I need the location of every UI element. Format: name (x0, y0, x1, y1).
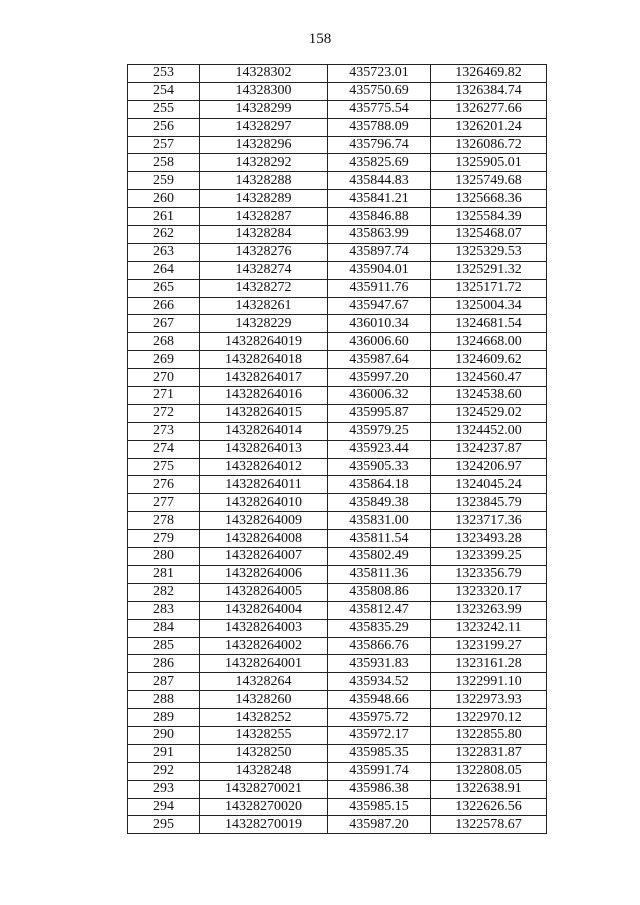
row-index-cell: 267 (128, 315, 200, 333)
y-coordinate-cell: 1323717.36 (431, 512, 547, 530)
y-coordinate-cell: 1326469.82 (431, 65, 547, 83)
row-index-cell: 279 (128, 530, 200, 548)
point-id-cell: 14328299 (200, 100, 328, 118)
point-id-cell: 14328270019 (200, 816, 328, 834)
x-coordinate-cell: 435987.64 (328, 351, 431, 369)
row-index-cell: 281 (128, 565, 200, 583)
row-index-cell: 290 (128, 726, 200, 744)
table-row (128, 762, 547, 780)
table-row (128, 351, 547, 369)
row-index-cell: 272 (128, 404, 200, 422)
point-id-cell: 14328248 (200, 762, 328, 780)
y-coordinate-cell: 1324206.97 (431, 458, 547, 476)
point-id-cell: 14328264006 (200, 565, 328, 583)
row-index-cell: 255 (128, 100, 200, 118)
x-coordinate-cell: 435796.74 (328, 136, 431, 154)
x-coordinate-cell: 435905.33 (328, 458, 431, 476)
point-id-cell: 14328300 (200, 82, 328, 100)
x-coordinate-cell: 435835.29 (328, 619, 431, 637)
point-id-cell: 14328260 (200, 691, 328, 709)
y-coordinate-cell: 1324668.00 (431, 333, 547, 351)
y-coordinate-cell: 1323356.79 (431, 565, 547, 583)
point-id-cell: 14328288 (200, 172, 328, 190)
row-index-cell: 291 (128, 744, 200, 762)
y-coordinate-cell: 1325468.07 (431, 226, 547, 244)
table-row (128, 369, 547, 387)
x-coordinate-cell: 436006.60 (328, 333, 431, 351)
point-id-cell: 14328284 (200, 226, 328, 244)
x-coordinate-cell: 435812.47 (328, 601, 431, 619)
table-row (128, 565, 547, 583)
x-coordinate-cell: 435846.88 (328, 208, 431, 226)
row-index-cell: 289 (128, 709, 200, 727)
table-row (128, 709, 547, 727)
table-row (128, 601, 547, 619)
x-coordinate-cell: 435985.35 (328, 744, 431, 762)
point-id-cell: 14328264013 (200, 440, 328, 458)
row-index-cell: 293 (128, 780, 200, 798)
table-row (128, 691, 547, 709)
point-id-cell: 14328261 (200, 297, 328, 315)
point-id-cell: 14328264002 (200, 637, 328, 655)
row-index-cell: 286 (128, 655, 200, 673)
table-row (128, 619, 547, 637)
table-row (128, 476, 547, 494)
row-index-cell: 275 (128, 458, 200, 476)
table-row (128, 744, 547, 762)
x-coordinate-cell: 435844.83 (328, 172, 431, 190)
row-index-cell: 274 (128, 440, 200, 458)
row-index-cell: 264 (128, 261, 200, 279)
x-coordinate-cell: 435750.69 (328, 82, 431, 100)
y-coordinate-cell: 1324237.87 (431, 440, 547, 458)
y-coordinate-cell: 1325171.72 (431, 279, 547, 297)
row-index-cell: 295 (128, 816, 200, 834)
y-coordinate-cell: 1324529.02 (431, 404, 547, 422)
y-coordinate-cell: 1325004.34 (431, 297, 547, 315)
x-coordinate-cell: 435975.72 (328, 709, 431, 727)
point-id-cell: 14328264007 (200, 548, 328, 566)
point-id-cell: 14328274 (200, 261, 328, 279)
x-coordinate-cell: 435987.20 (328, 816, 431, 834)
x-coordinate-cell: 436010.34 (328, 315, 431, 333)
point-id-cell: 14328250 (200, 744, 328, 762)
y-coordinate-cell: 1323320.17 (431, 583, 547, 601)
point-id-cell: 14328292 (200, 154, 328, 172)
x-coordinate-cell: 435995.87 (328, 404, 431, 422)
x-coordinate-cell: 435863.99 (328, 226, 431, 244)
row-index-cell: 277 (128, 494, 200, 512)
y-coordinate-cell: 1322973.93 (431, 691, 547, 709)
x-coordinate-cell: 435775.54 (328, 100, 431, 118)
row-index-cell: 258 (128, 154, 200, 172)
y-coordinate-cell: 1325584.39 (431, 208, 547, 226)
y-coordinate-cell: 1326201.24 (431, 118, 547, 136)
x-coordinate-cell: 435866.76 (328, 637, 431, 655)
row-index-cell: 284 (128, 619, 200, 637)
page-number: 158 (308, 31, 332, 47)
row-index-cell: 287 (128, 673, 200, 691)
y-coordinate-cell: 1323161.28 (431, 655, 547, 673)
table-row (128, 655, 547, 673)
point-id-cell: 14328264017 (200, 369, 328, 387)
table-body (128, 65, 547, 834)
x-coordinate-cell: 435948.66 (328, 691, 431, 709)
row-index-cell: 262 (128, 226, 200, 244)
table-row (128, 279, 547, 297)
y-coordinate-cell: 1322808.05 (431, 762, 547, 780)
row-index-cell: 253 (128, 65, 200, 83)
row-index-cell: 263 (128, 243, 200, 261)
row-index-cell: 265 (128, 279, 200, 297)
table-row (128, 154, 547, 172)
x-coordinate-cell: 435931.83 (328, 655, 431, 673)
table-row (128, 404, 547, 422)
table-row (128, 172, 547, 190)
y-coordinate-cell: 1322626.56 (431, 798, 547, 816)
y-coordinate-cell: 1325905.01 (431, 154, 547, 172)
point-id-cell: 14328296 (200, 136, 328, 154)
point-id-cell: 14328270021 (200, 780, 328, 798)
table-row (128, 548, 547, 566)
y-coordinate-cell: 1326086.72 (431, 136, 547, 154)
table-row (128, 726, 547, 744)
x-coordinate-cell: 435849.38 (328, 494, 431, 512)
point-id-cell: 14328264009 (200, 512, 328, 530)
point-id-cell: 14328270020 (200, 798, 328, 816)
point-id-cell: 14328264012 (200, 458, 328, 476)
point-id-cell: 14328264004 (200, 601, 328, 619)
y-coordinate-cell: 1323242.11 (431, 619, 547, 637)
point-id-cell: 14328264010 (200, 494, 328, 512)
x-coordinate-cell: 435831.00 (328, 512, 431, 530)
x-coordinate-cell: 435904.01 (328, 261, 431, 279)
x-coordinate-cell: 435788.09 (328, 118, 431, 136)
table-row (128, 440, 547, 458)
row-index-cell: 266 (128, 297, 200, 315)
point-id-cell: 14328264008 (200, 530, 328, 548)
y-coordinate-cell: 1324681.54 (431, 315, 547, 333)
y-coordinate-cell: 1325291.32 (431, 261, 547, 279)
point-id-cell: 14328302 (200, 65, 328, 83)
point-id-cell: 14328264001 (200, 655, 328, 673)
row-index-cell: 278 (128, 512, 200, 530)
table-row (128, 798, 547, 816)
table-row (128, 333, 547, 351)
point-id-cell: 14328272 (200, 279, 328, 297)
y-coordinate-cell: 1324560.47 (431, 369, 547, 387)
coordinates-table (127, 64, 547, 834)
table-row (128, 458, 547, 476)
row-index-cell: 288 (128, 691, 200, 709)
row-index-cell: 270 (128, 369, 200, 387)
table-row (128, 530, 547, 548)
row-index-cell: 261 (128, 208, 200, 226)
row-index-cell: 268 (128, 333, 200, 351)
row-index-cell: 292 (128, 762, 200, 780)
x-coordinate-cell: 435811.36 (328, 565, 431, 583)
x-coordinate-cell: 435991.74 (328, 762, 431, 780)
table-row (128, 226, 547, 244)
point-id-cell: 14328264016 (200, 387, 328, 405)
y-coordinate-cell: 1326384.74 (431, 82, 547, 100)
point-id-cell: 14328264015 (200, 404, 328, 422)
point-id-cell: 14328252 (200, 709, 328, 727)
point-id-cell: 14328264003 (200, 619, 328, 637)
x-coordinate-cell: 435947.67 (328, 297, 431, 315)
y-coordinate-cell: 1323199.27 (431, 637, 547, 655)
row-index-cell: 254 (128, 82, 200, 100)
point-id-cell: 14328276 (200, 243, 328, 261)
x-coordinate-cell: 435911.76 (328, 279, 431, 297)
row-index-cell: 276 (128, 476, 200, 494)
table-row (128, 118, 547, 136)
row-index-cell: 256 (128, 118, 200, 136)
row-index-cell: 260 (128, 190, 200, 208)
row-index-cell: 259 (128, 172, 200, 190)
point-id-cell: 14328287 (200, 208, 328, 226)
x-coordinate-cell: 435923.44 (328, 440, 431, 458)
point-id-cell: 14328255 (200, 726, 328, 744)
x-coordinate-cell: 435972.17 (328, 726, 431, 744)
y-coordinate-cell: 1324609.62 (431, 351, 547, 369)
table-row (128, 65, 547, 83)
row-index-cell: 280 (128, 548, 200, 566)
y-coordinate-cell: 1323493.28 (431, 530, 547, 548)
table-row (128, 315, 547, 333)
table-row (128, 816, 547, 834)
y-coordinate-cell: 1324452.00 (431, 422, 547, 440)
x-coordinate-cell: 435808.86 (328, 583, 431, 601)
point-id-cell: 14328264018 (200, 351, 328, 369)
point-id-cell: 14328264014 (200, 422, 328, 440)
point-id-cell: 14328229 (200, 315, 328, 333)
x-coordinate-cell: 435802.49 (328, 548, 431, 566)
y-coordinate-cell: 1323845.79 (431, 494, 547, 512)
x-coordinate-cell: 435997.20 (328, 369, 431, 387)
y-coordinate-cell: 1325329.53 (431, 243, 547, 261)
table-row (128, 82, 547, 100)
x-coordinate-cell: 435985.15 (328, 798, 431, 816)
y-coordinate-cell: 1323263.99 (431, 601, 547, 619)
table-row (128, 297, 547, 315)
y-coordinate-cell: 1323399.25 (431, 548, 547, 566)
y-coordinate-cell: 1325749.68 (431, 172, 547, 190)
y-coordinate-cell: 1322991.10 (431, 673, 547, 691)
table-row (128, 780, 547, 798)
row-index-cell: 273 (128, 422, 200, 440)
table-row (128, 243, 547, 261)
x-coordinate-cell: 435979.25 (328, 422, 431, 440)
table-row (128, 100, 547, 118)
x-coordinate-cell: 435811.54 (328, 530, 431, 548)
x-coordinate-cell: 435986.38 (328, 780, 431, 798)
row-index-cell: 285 (128, 637, 200, 655)
x-coordinate-cell: 435841.21 (328, 190, 431, 208)
table-row (128, 583, 547, 601)
point-id-cell: 14328289 (200, 190, 328, 208)
x-coordinate-cell: 435934.52 (328, 673, 431, 691)
row-index-cell: 282 (128, 583, 200, 601)
y-coordinate-cell: 1324538.60 (431, 387, 547, 405)
y-coordinate-cell: 1325668.36 (431, 190, 547, 208)
row-index-cell: 257 (128, 136, 200, 154)
y-coordinate-cell: 1322855.80 (431, 726, 547, 744)
table-row (128, 136, 547, 154)
y-coordinate-cell: 1322831.87 (431, 744, 547, 762)
table-row (128, 494, 547, 512)
row-index-cell: 271 (128, 387, 200, 405)
y-coordinate-cell: 1322578.67 (431, 816, 547, 834)
y-coordinate-cell: 1322638.91 (431, 780, 547, 798)
table-row (128, 422, 547, 440)
x-coordinate-cell: 435864.18 (328, 476, 431, 494)
point-id-cell: 14328264 (200, 673, 328, 691)
y-coordinate-cell: 1322970.12 (431, 709, 547, 727)
table-row (128, 387, 547, 405)
point-id-cell: 14328264011 (200, 476, 328, 494)
y-coordinate-cell: 1326277.66 (431, 100, 547, 118)
x-coordinate-cell: 435723.01 (328, 65, 431, 83)
table-row (128, 208, 547, 226)
table-row (128, 637, 547, 655)
table-row (128, 190, 547, 208)
y-coordinate-cell: 1324045.24 (431, 476, 547, 494)
x-coordinate-cell: 436006.32 (328, 387, 431, 405)
table-row (128, 512, 547, 530)
row-index-cell: 269 (128, 351, 200, 369)
row-index-cell: 294 (128, 798, 200, 816)
point-id-cell: 14328264019 (200, 333, 328, 351)
row-index-cell: 283 (128, 601, 200, 619)
x-coordinate-cell: 435825.69 (328, 154, 431, 172)
table-row (128, 673, 547, 691)
x-coordinate-cell: 435897.74 (328, 243, 431, 261)
coordinates-table-container (127, 64, 546, 834)
point-id-cell: 14328264005 (200, 583, 328, 601)
point-id-cell: 14328297 (200, 118, 328, 136)
table-row (128, 261, 547, 279)
